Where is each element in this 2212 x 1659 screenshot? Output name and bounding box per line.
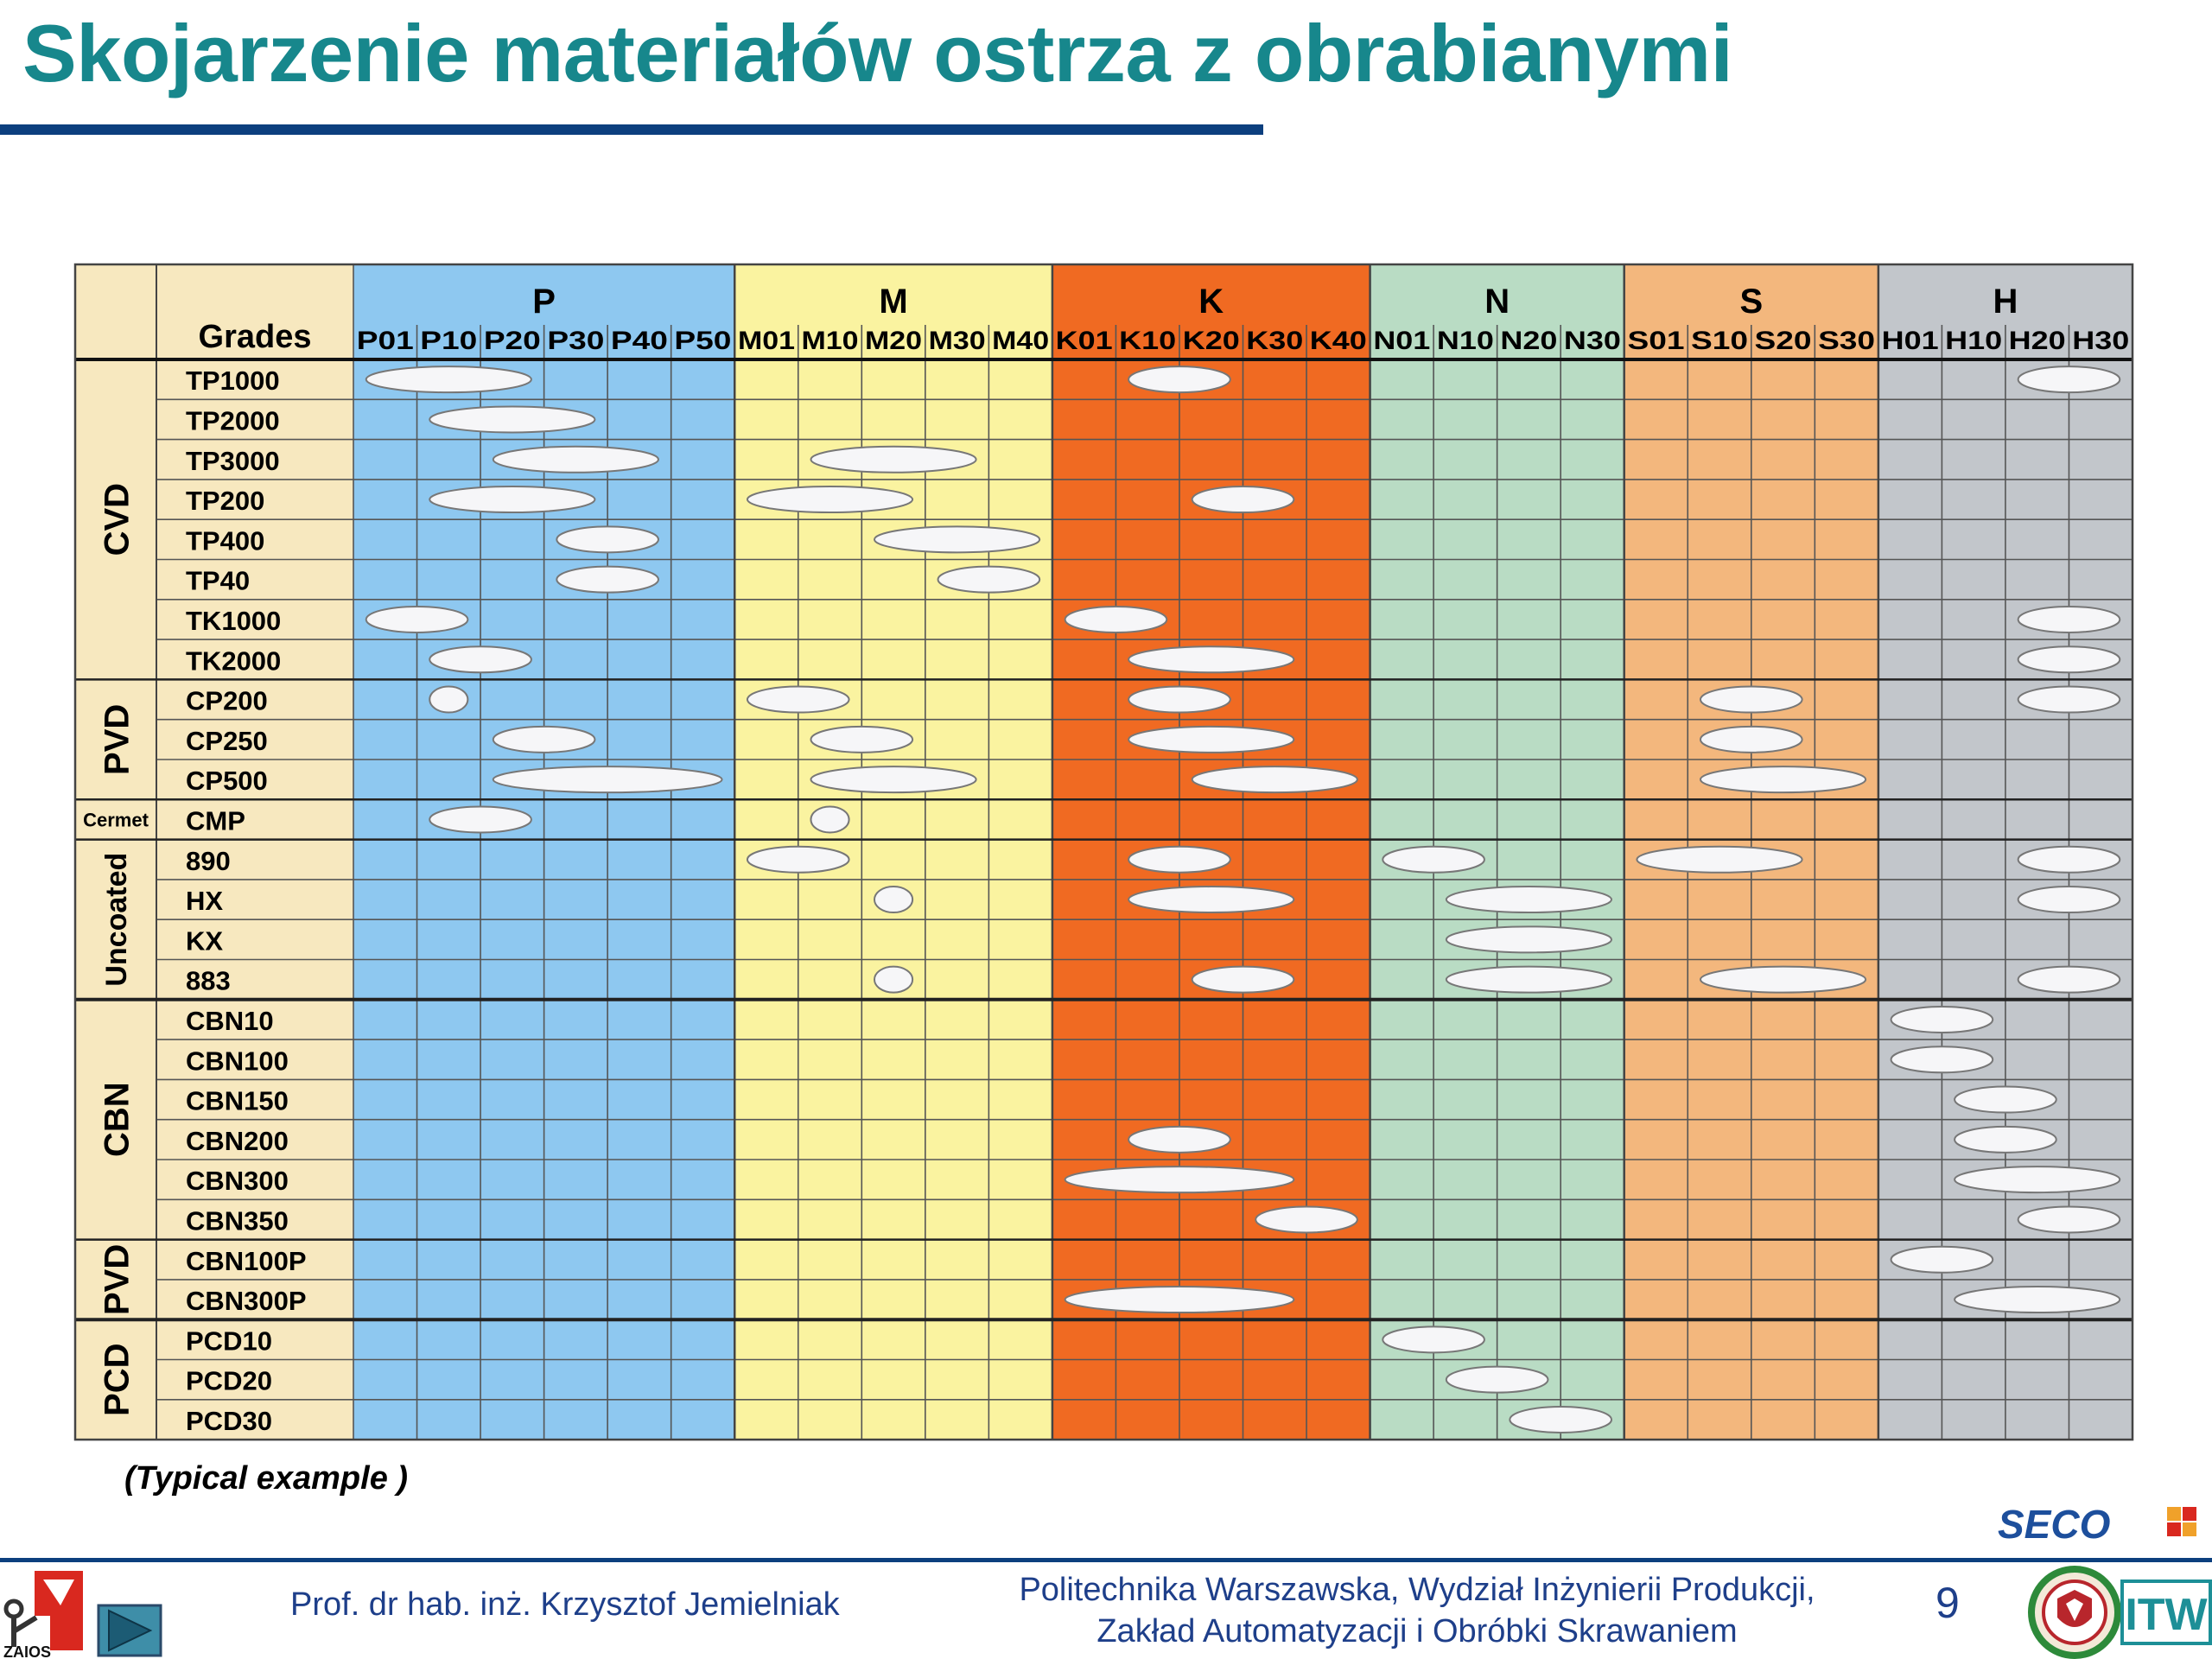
range-ellipse-cbn350-h bbox=[2018, 1206, 2120, 1232]
range-ellipse-pcd10-n bbox=[1382, 1326, 1484, 1352]
grades-header-label: Grades bbox=[198, 319, 312, 355]
grade-label-hx: HX bbox=[186, 886, 224, 917]
grade-label-cmp: CMP bbox=[186, 805, 245, 836]
grade-label-tp200: TP200 bbox=[186, 486, 265, 517]
range-ellipse-cbn200-k bbox=[1128, 1127, 1230, 1153]
politechnika-seal-logo bbox=[2027, 1564, 2122, 1659]
range-ellipse-tp1000-k bbox=[1128, 366, 1230, 392]
column-label-n20: N20 bbox=[1500, 327, 1558, 355]
range-ellipse-890-h bbox=[2018, 847, 2120, 873]
column-label-h10: H10 bbox=[1945, 327, 2003, 355]
range-ellipse-cbn300-h bbox=[1955, 1166, 2120, 1192]
column-label-k20: K20 bbox=[1182, 327, 1240, 355]
column-label-p20: P20 bbox=[483, 327, 541, 355]
range-ellipse-tp200-k bbox=[1192, 486, 1294, 512]
grade-label-tp2000: TP2000 bbox=[186, 405, 280, 436]
column-label-m01: M01 bbox=[737, 327, 795, 355]
column-label-n10: N10 bbox=[1436, 327, 1494, 355]
column-label-p50: P50 bbox=[674, 327, 732, 355]
range-ellipse-tp40-p bbox=[556, 567, 658, 593]
range-ellipse-cp200-m bbox=[747, 687, 849, 713]
range-ellipse-tp3000-m bbox=[810, 447, 976, 473]
category-label-cvd: CVD bbox=[98, 482, 137, 556]
typical-example-note: (Typical example ) bbox=[124, 1460, 409, 1497]
range-ellipse-cbn350-k bbox=[1255, 1206, 1357, 1232]
range-ellipse-cmp-m bbox=[810, 806, 849, 832]
range-ellipse-cp250-k bbox=[1128, 727, 1294, 753]
range-ellipse-cbn10-h bbox=[1891, 1007, 1993, 1033]
slide-title: Skojarzenie materiałów ostrza z obrabianymi bbox=[22, 8, 1733, 99]
range-ellipse-hx-n bbox=[1446, 887, 1611, 912]
range-ellipse-cbn300p-k bbox=[1065, 1287, 1294, 1313]
grade-label-cbn300p: CBN300P bbox=[186, 1286, 307, 1317]
column-label-m20: M20 bbox=[865, 327, 923, 355]
range-ellipse-cp200-p bbox=[429, 687, 467, 713]
column-label-p10: P10 bbox=[420, 327, 478, 355]
range-ellipse-cp250-m bbox=[810, 727, 912, 753]
category-label-pvd: PVD bbox=[98, 1243, 137, 1316]
grade-label-tp40: TP40 bbox=[186, 565, 251, 596]
grade-label-pcd10: PCD10 bbox=[186, 1325, 272, 1357]
range-ellipse-tk2000-h bbox=[2018, 646, 2120, 672]
category-label-cbn: CBN bbox=[98, 1082, 137, 1158]
category-label-pcd: PCD bbox=[98, 1343, 137, 1416]
institution bbox=[968, 1569, 1866, 1652]
range-ellipse-890-k bbox=[1128, 847, 1230, 873]
range-ellipse-cp500-p bbox=[493, 766, 722, 792]
grade-label-tp3000: TP3000 bbox=[186, 445, 280, 476]
grade-label-cbn150: CBN150 bbox=[186, 1085, 289, 1116]
column-label-h30: H30 bbox=[2072, 327, 2130, 355]
range-ellipse-cbn150-h bbox=[1955, 1087, 2056, 1113]
range-ellipse-tp400-m bbox=[874, 526, 1039, 552]
range-ellipse-883-h bbox=[2018, 967, 2120, 993]
range-ellipse-kx-n bbox=[1446, 926, 1611, 952]
column-label-k01: K01 bbox=[1055, 327, 1113, 355]
range-ellipse-cp500-s bbox=[1700, 766, 1866, 792]
group-label-k: K bbox=[1198, 283, 1224, 321]
institution-line-1: Politechnika Warszawska, Wydział Inżynierii Produkcji, bbox=[1019, 1572, 1815, 1608]
group-label-p: P bbox=[532, 283, 556, 321]
column-label-h20: H20 bbox=[2008, 327, 2066, 355]
range-ellipse-cp250-s bbox=[1700, 727, 1802, 753]
range-ellipse-tp200-p bbox=[429, 486, 594, 512]
grade-label-cbn100: CBN100 bbox=[186, 1046, 289, 1077]
range-ellipse-cbn200-h bbox=[1955, 1127, 2056, 1153]
range-ellipse-tp1000-p bbox=[366, 366, 531, 392]
range-ellipse-tp40-m bbox=[938, 567, 1040, 593]
category-label-uncoated: Uncoated bbox=[100, 852, 134, 987]
grade-label-tp1000: TP1000 bbox=[186, 365, 280, 397]
column-label-m30: M30 bbox=[928, 327, 986, 355]
grade-label-tp400: TP400 bbox=[186, 525, 265, 556]
column-label-s01: S01 bbox=[1627, 327, 1685, 355]
range-ellipse-cp200-h bbox=[2018, 687, 2120, 713]
column-label-p30: P30 bbox=[547, 327, 605, 355]
seco-logo bbox=[1998, 1498, 2198, 1547]
column-label-m40: M40 bbox=[992, 327, 1050, 355]
range-ellipse-cbn100p-h bbox=[1891, 1247, 1993, 1273]
range-ellipse-tk2000-k bbox=[1128, 646, 1294, 672]
grade-label-kx: KX bbox=[186, 925, 224, 957]
grade-label-cbn10: CBN10 bbox=[186, 1005, 274, 1036]
range-ellipse-tk1000-p bbox=[366, 607, 468, 632]
grade-label-cbn200: CBN200 bbox=[186, 1125, 289, 1156]
range-ellipse-tk1000-k bbox=[1065, 607, 1167, 632]
category-label-cermet: Cermet bbox=[83, 809, 149, 831]
author-name: Prof. dr hab. inż. Krzysztof Jemielniak bbox=[290, 1586, 840, 1623]
grade-label-cp200: CP200 bbox=[186, 685, 268, 716]
range-ellipse-tk2000-p bbox=[429, 646, 531, 672]
column-label-n01: N01 bbox=[1373, 327, 1431, 355]
zaios-logo bbox=[0, 1564, 95, 1659]
column-label-n30: N30 bbox=[1563, 327, 1621, 355]
group-label-h: H bbox=[1993, 283, 2018, 321]
range-ellipse-tp3000-p bbox=[493, 447, 658, 473]
group-label-s: S bbox=[1739, 283, 1764, 321]
range-ellipse-883-s bbox=[1700, 967, 1866, 993]
grade-label-pcd20: PCD20 bbox=[186, 1365, 272, 1396]
range-ellipse-hx-m bbox=[874, 887, 912, 912]
column-label-k40: K40 bbox=[1309, 327, 1367, 355]
range-ellipse-pcd20-n bbox=[1446, 1367, 1548, 1393]
range-ellipse-tp200-m bbox=[747, 486, 912, 512]
grade-label-883: 883 bbox=[186, 965, 231, 996]
column-label-p01: P01 bbox=[356, 327, 414, 355]
column-label-h01: H01 bbox=[1881, 327, 1939, 355]
group-label-n: N bbox=[1484, 283, 1510, 321]
range-ellipse-tp2000-p bbox=[429, 406, 594, 432]
seco-logo-text: SECO bbox=[1998, 1502, 2111, 1547]
range-ellipse-pcd30-n bbox=[1510, 1407, 1611, 1433]
column-label-s20: S20 bbox=[1754, 327, 1812, 355]
range-ellipse-cbn300p-h bbox=[1955, 1287, 2120, 1313]
range-ellipse-883-m bbox=[874, 967, 912, 993]
grade-label-tk1000: TK1000 bbox=[186, 605, 282, 636]
column-label-k10: K10 bbox=[1119, 327, 1177, 355]
range-ellipse-cp250-p bbox=[493, 727, 595, 753]
page-number: 9 bbox=[1936, 1579, 1960, 1627]
play-button[interactable] bbox=[97, 1604, 162, 1657]
range-ellipse-cbn100-h bbox=[1891, 1046, 1993, 1072]
column-label-k30: K30 bbox=[1246, 327, 1304, 355]
footer-rule bbox=[0, 1558, 2212, 1562]
institution-line-2: Zakład Automatyzacji i Obróbki Skrawaniem bbox=[1096, 1613, 1738, 1649]
category-label-pvd: PVD bbox=[98, 703, 137, 775]
range-ellipse-890-n bbox=[1382, 847, 1484, 873]
column-label-s10: S10 bbox=[1691, 327, 1749, 355]
grade-label-cp500: CP500 bbox=[186, 766, 268, 797]
zaios-logo-text: ZAIOS bbox=[3, 1643, 52, 1659]
range-ellipse-cp200-k bbox=[1128, 687, 1230, 713]
grade-label-tk2000: TK2000 bbox=[186, 645, 282, 677]
grade-label-cbn300: CBN300 bbox=[186, 1166, 289, 1197]
grade-label-pcd30: PCD30 bbox=[186, 1405, 272, 1436]
range-ellipse-hx-h bbox=[2018, 887, 2120, 912]
range-ellipse-883-k bbox=[1192, 967, 1294, 993]
group-label-m: M bbox=[879, 283, 908, 321]
range-ellipse-cmp-p bbox=[429, 806, 531, 832]
itw-logo-text: ITW bbox=[2125, 1590, 2208, 1640]
range-ellipse-hx-k bbox=[1128, 887, 1294, 912]
range-ellipse-tk1000-h bbox=[2018, 607, 2120, 632]
column-label-m10: M10 bbox=[801, 327, 859, 355]
range-ellipse-890-m bbox=[747, 847, 849, 873]
range-ellipse-cbn300-k bbox=[1065, 1166, 1294, 1192]
grade-label-cbn350: CBN350 bbox=[186, 1205, 289, 1236]
range-ellipse-883-n bbox=[1446, 967, 1611, 993]
range-ellipse-tp400-p bbox=[556, 526, 658, 552]
column-label-p40: P40 bbox=[610, 327, 668, 355]
range-ellipse-cp500-k bbox=[1192, 766, 1357, 792]
itw-logo bbox=[2120, 1578, 2212, 1647]
range-ellipse-cp200-s bbox=[1700, 687, 1802, 713]
grade-label-890: 890 bbox=[186, 845, 231, 876]
grade-label-cp250: CP250 bbox=[186, 725, 268, 756]
column-label-s30: S30 bbox=[1818, 327, 1876, 355]
range-ellipse-cp500-m bbox=[810, 766, 976, 792]
range-ellipse-890-s bbox=[1637, 847, 1802, 873]
range-ellipse-tp1000-h bbox=[2018, 366, 2120, 392]
grade-label-cbn100p: CBN100P bbox=[186, 1245, 307, 1276]
